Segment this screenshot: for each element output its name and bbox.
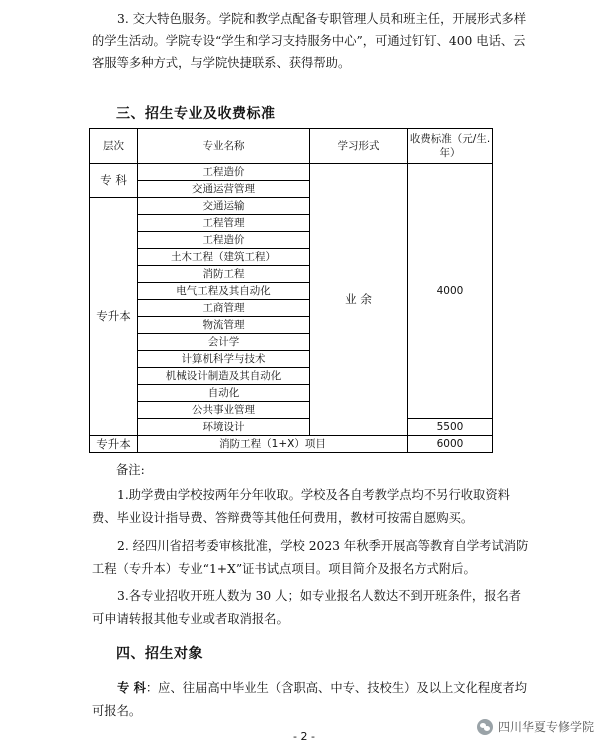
section3-item3-paragraph: 3. 交大特色服务。学院和教学点配备专职管理人员和班主任，开展形式多样的学生活动。学院专设“学生和学习支持服务中心”，可通过钉钉、400 电话、云客服等多种方式，与学院快捷联系、获得帮助。 xyxy=(92,12,527,70)
table-row xyxy=(90,436,493,453)
table-header-row xyxy=(90,129,493,164)
level-zhuanke: 专 科 xyxy=(90,164,138,198)
target-text: ：应、往届高中毕业生（含职高、中专、技校生）及以上文化程度者均可报名。 xyxy=(92,681,528,718)
watermark-text: 四川华夏专修学院 xyxy=(497,720,594,734)
major-cell: 工程造价 xyxy=(138,232,310,249)
level-zsb-fire: 专升本 xyxy=(90,436,138,453)
fee-main-cell: 4000 xyxy=(408,164,493,419)
major-cell: 工程造价 xyxy=(138,164,310,181)
wechat-icon xyxy=(477,719,493,735)
level-zsb: 专升本 xyxy=(90,198,138,436)
note-1: 1.助学费由学校按两年分年收取。学校及各自考教学点均不另行收取资料费、毕业设计指导费、答辩费等其他任何费用，教材可按需自愿购买。 xyxy=(92,488,510,525)
major-cell: 电气工程及其自动化 xyxy=(138,283,310,300)
major-cell: 消防工程（1+X）项目 xyxy=(138,436,408,453)
major-cell: 工程管理 xyxy=(138,215,310,232)
study-form-cell: 业 余 xyxy=(310,164,408,436)
major-cell: 机械设计制造及其自动化 xyxy=(138,368,310,385)
target-paragraph xyxy=(92,676,532,723)
table-row xyxy=(90,419,493,436)
major-cell: 自动化 xyxy=(138,385,310,402)
heading-target-students: 四、招生对象 xyxy=(116,646,203,662)
note-3: 3.各专业招收开班人数为 30 人；如专业报名人数达不到开班条件，报名者可申请转报其他专业或者取消报名。 xyxy=(92,589,522,626)
major-cell: 物流管理 xyxy=(138,317,310,334)
fee-fire-cell: 6000 xyxy=(408,436,493,453)
major-cell: 环境设计 xyxy=(138,419,310,436)
heading-enrollment-majors: 三、招生专业及收费标准 xyxy=(116,106,276,122)
target-label: 专 科 xyxy=(117,680,146,695)
major-cell: 工商管理 xyxy=(138,300,310,317)
header-fee: 收费标准（元/生. 年） xyxy=(408,129,493,164)
major-cell: 计算机科学与技术 xyxy=(138,351,310,368)
fee-table xyxy=(89,128,493,453)
notes-title: 备注: xyxy=(116,463,145,477)
page-number: - 2 - xyxy=(293,730,315,743)
major-cell: 公共事业管理 xyxy=(138,402,310,419)
fee-env-cell: 5500 xyxy=(408,419,493,436)
header-study-form: 学习形式 xyxy=(310,129,408,164)
watermark xyxy=(477,718,594,735)
major-cell: 消防工程 xyxy=(138,266,310,283)
header-major: 专业名称 xyxy=(138,129,310,164)
major-cell: 土木工程（建筑工程） xyxy=(138,249,310,266)
major-cell: 交通运输 xyxy=(138,198,310,215)
major-cell: 会计学 xyxy=(138,334,310,351)
note-2: 2. 经四川省招考委审核批准，学校 2023 年秋季开展高等教育自学考试消防工程（专升本）专业“1+X”证书试点项目。项目简介及报名方式附后。 xyxy=(92,539,529,576)
table-row xyxy=(90,164,493,181)
header-level: 层次 xyxy=(90,129,138,164)
major-cell: 交通运营管理 xyxy=(138,181,310,198)
